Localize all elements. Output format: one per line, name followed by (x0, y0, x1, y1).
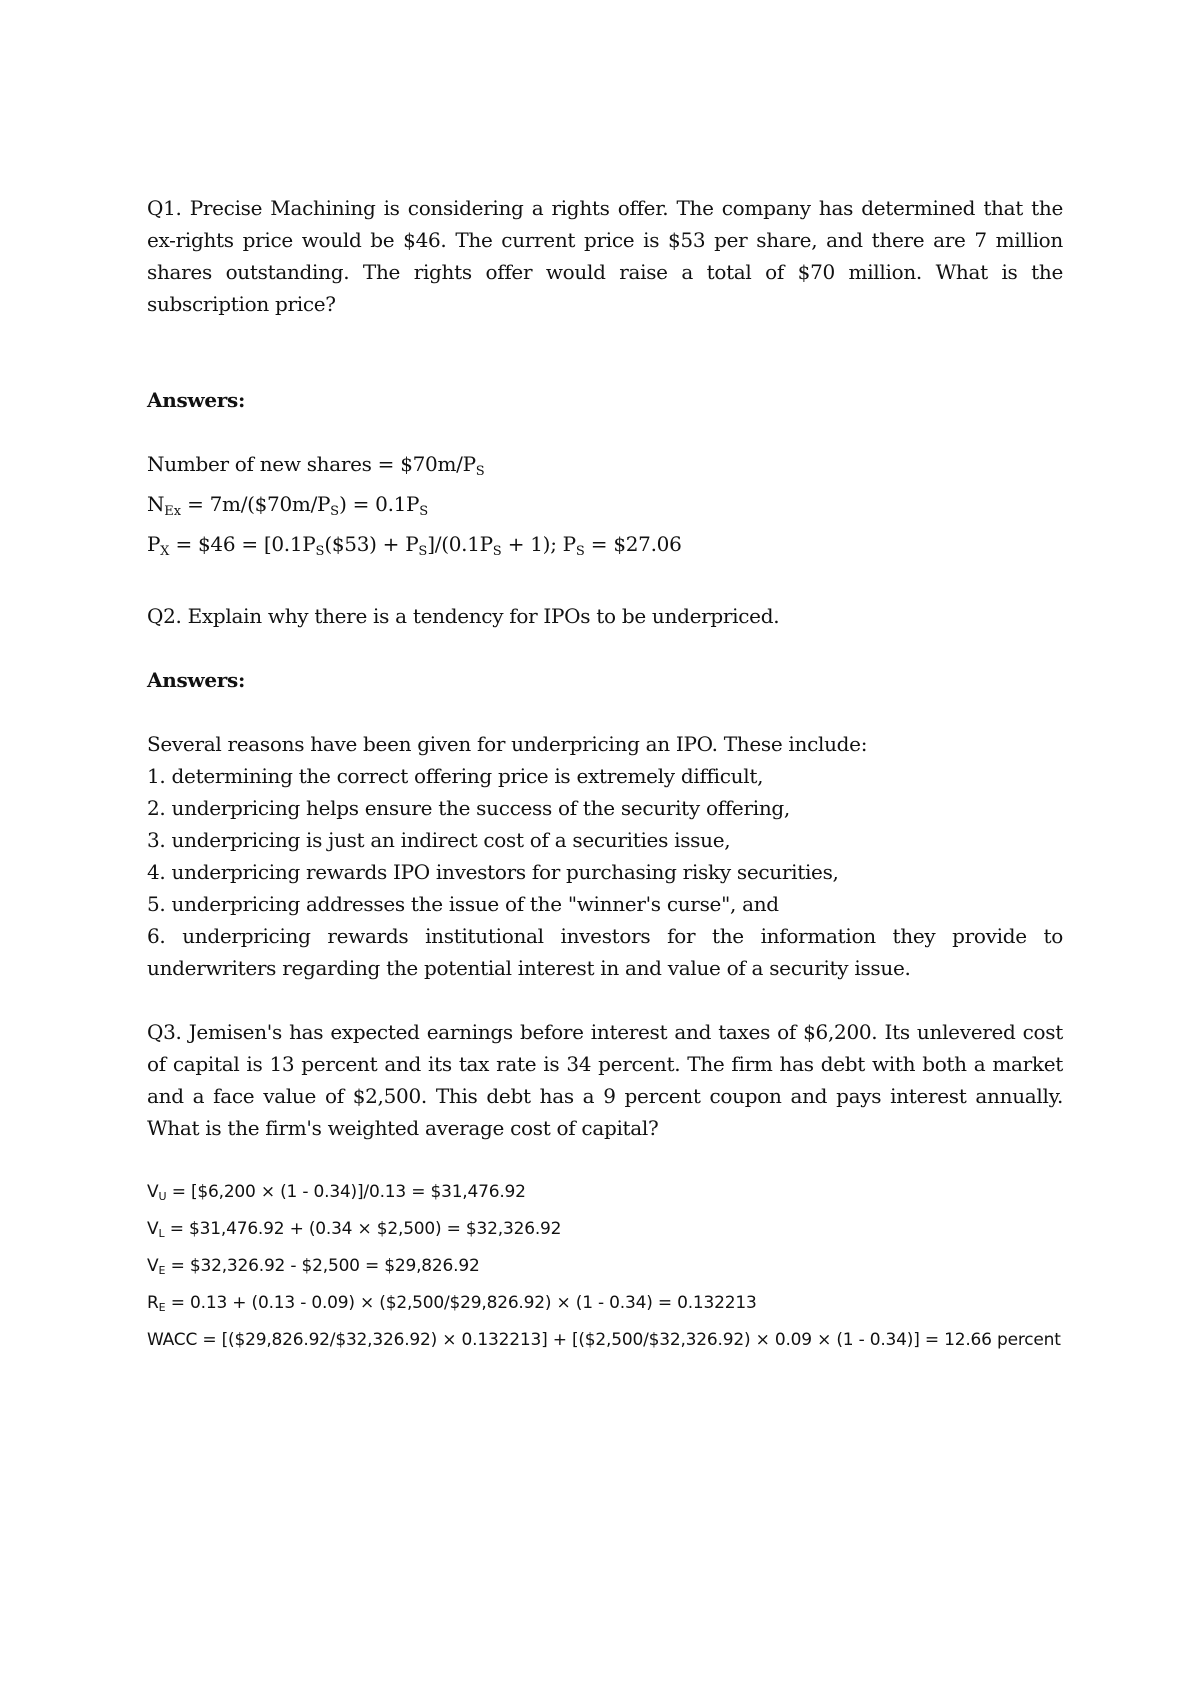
q3-formula-ve: $V_E$ = $32,326.92 - $2,500 = $29,826.92 (147, 1256, 480, 1277)
q3-formula-wacc: WACC = [($29,826.92/$32,326.92) × 0.132213] + [($2,500/$32,326.92) × 0.09 × (1 - 0.34)] = 12.66 percent (147, 1330, 1061, 1350)
q3-formula-vl: $V_L$ = $31,476.92 + (0.34 × $2,500) = $32,326.92 (147, 1219, 562, 1240)
q2-list-item: 1. determining the correct offering price is extremely difficult, (147, 764, 764, 788)
q1-answers-heading: Answers: (147, 388, 246, 412)
q1-answer-line-3: $P_X$ = $46 = $[0.1P_S(\$53) + P_S]/(0.1P_S + 1)$; $P_S$ = $27.06 (147, 532, 682, 559)
q2-answers-heading: Answers: (147, 668, 246, 692)
q2-intro: Several reasons have been given for underpricing an IPO. These include: (147, 732, 868, 756)
q2-list-item: 5. underpricing addresses the issue of the "winner's curse", and (147, 892, 779, 916)
document-page (147, 192, 1063, 1356)
q1-answer-line-1: Number of new shares = $\$70m/P_S$ (147, 452, 485, 479)
q1-question: Q1. Precise Machining is considering a rights offer. The company has determined that the ex-rights price would be $46. The current price is $53 per share, and there are 7 million shares outstanding. The rights offer would raise a total of $70 million. What is the subscription price? (147, 196, 1063, 316)
q3-formula-vu: $V_U$ = [$6,200 × (1 - 0.34)]/0.13 = $31,476.92 (147, 1182, 526, 1203)
q1-answer-block (147, 448, 1063, 568)
q2-question: Q2. Explain why there is a tendency for IPOs to be underpriced. (147, 604, 780, 628)
q3-question: Q3. Jemisen's has expected earnings before interest and taxes of $6,200. Its unlevered cost of capital is 13 percent and its tax rate is 34 percent. The firm has debt with both a market and a face value of $2,500. This debt has a 9 percent coupon and pays interest annually. What is the firm's weighted average cost of capital? (147, 1020, 1063, 1140)
q2-list-item: 6. underpricing rewards institutional investors for the information they provide to underwriters regarding the potential interest in and value of a security issue. (147, 924, 1063, 980)
q1-answer-line-2: $N_{Ex}$ = $7m/(\$70m/P_S) = 0.1P_S$ (147, 492, 429, 519)
q2-list-item: 3. underpricing is just an indirect cost of a securities issue, (147, 828, 731, 852)
q2-list-item: 4. underpricing rewards IPO investors for purchasing risky securities, (147, 860, 839, 884)
q3-formula-re: $R_E = 0.13 + (0.13 - 0.09)$ × ($2,500/$29,826.92) × (1 - 0.34) = 0.132213 (147, 1293, 757, 1314)
q2-list-item: 2. underpricing helps ensure the success of the security offering, (147, 796, 790, 820)
q3-solution-block (147, 1176, 1063, 1356)
q2-answer-block (147, 728, 1063, 984)
